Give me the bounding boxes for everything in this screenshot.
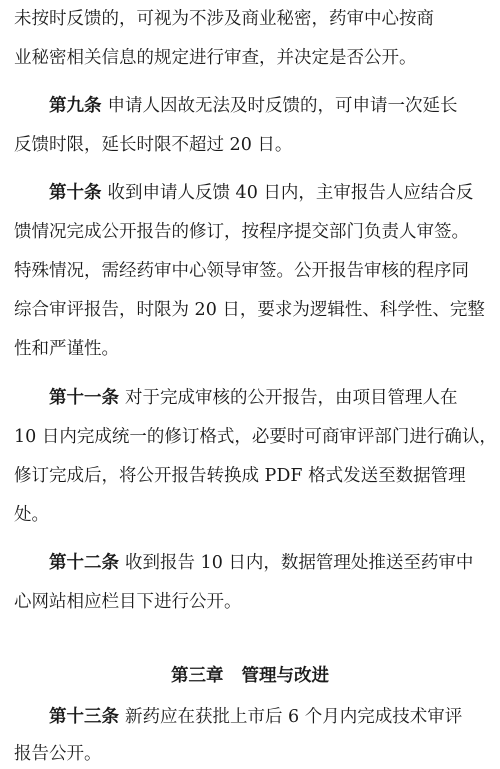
- paragraph-line: 未按时反馈的，可视为不涉及商业秘密，药审中心按商: [14, 9, 434, 29]
- article-text: 对于完成审核的公开报告，由项目管理人在: [125, 388, 458, 408]
- chapter-heading: [0, 663, 500, 689]
- paragraph-line: 修订完成后，将公开报告转换成 PDF 格式发送至数据管理: [14, 466, 466, 486]
- paragraph-line: 处。: [14, 505, 49, 525]
- article-10-line: [49, 180, 500, 206]
- chapter-title: 管理与改进: [241, 666, 329, 686]
- article-text: 收到申请人反馈 40 日内，主审报告人应结合反: [107, 183, 474, 203]
- paragraph-line: 综合审评报告，时限为 20 日，要求为逻辑性、科学性、完整: [14, 300, 485, 320]
- article-12-line: [49, 550, 500, 576]
- paragraph-line: 馈情况完成公开报告的修订，按程序提交部门负责人审签。: [14, 222, 469, 242]
- article-number: 第十条: [49, 183, 102, 203]
- article-13-line: [49, 704, 500, 730]
- paragraph-line: 报告公开。: [14, 744, 102, 764]
- paragraph-line: 业秘密相关信息的规定进行审查，并决定是否公开。: [14, 48, 417, 68]
- paragraph-line: 10 日内完成统一的修订格式，必要时可商审评部门进行确认，: [14, 427, 497, 447]
- article-text: 收到报告 10 日内，数据管理处推送至药审中: [125, 553, 474, 573]
- article-text: 新药应在获批上市后 6 个月内完成技术审评: [125, 707, 463, 727]
- chapter-number: 第三章: [171, 666, 224, 686]
- article-number: 第九条: [49, 96, 102, 116]
- article-11-line: [49, 385, 500, 411]
- article-number: 第十三条: [49, 707, 119, 727]
- paragraph-line: 反馈时限，延长时限不超过 20 日。: [14, 135, 293, 155]
- article-number: 第十二条: [49, 553, 119, 573]
- paragraph-line: 性和严谨性。: [14, 339, 119, 359]
- article-9-line: [49, 93, 500, 119]
- article-number: 第十一条: [49, 388, 119, 408]
- paragraph-line: 心网站相应栏目下进行公开。: [14, 592, 242, 612]
- paragraph-line: 特殊情况，需经药审中心领导审签。公开报告审核的程序同: [14, 261, 469, 281]
- article-text: 申请人因故无法及时反馈的，可申请一次延长: [107, 96, 458, 116]
